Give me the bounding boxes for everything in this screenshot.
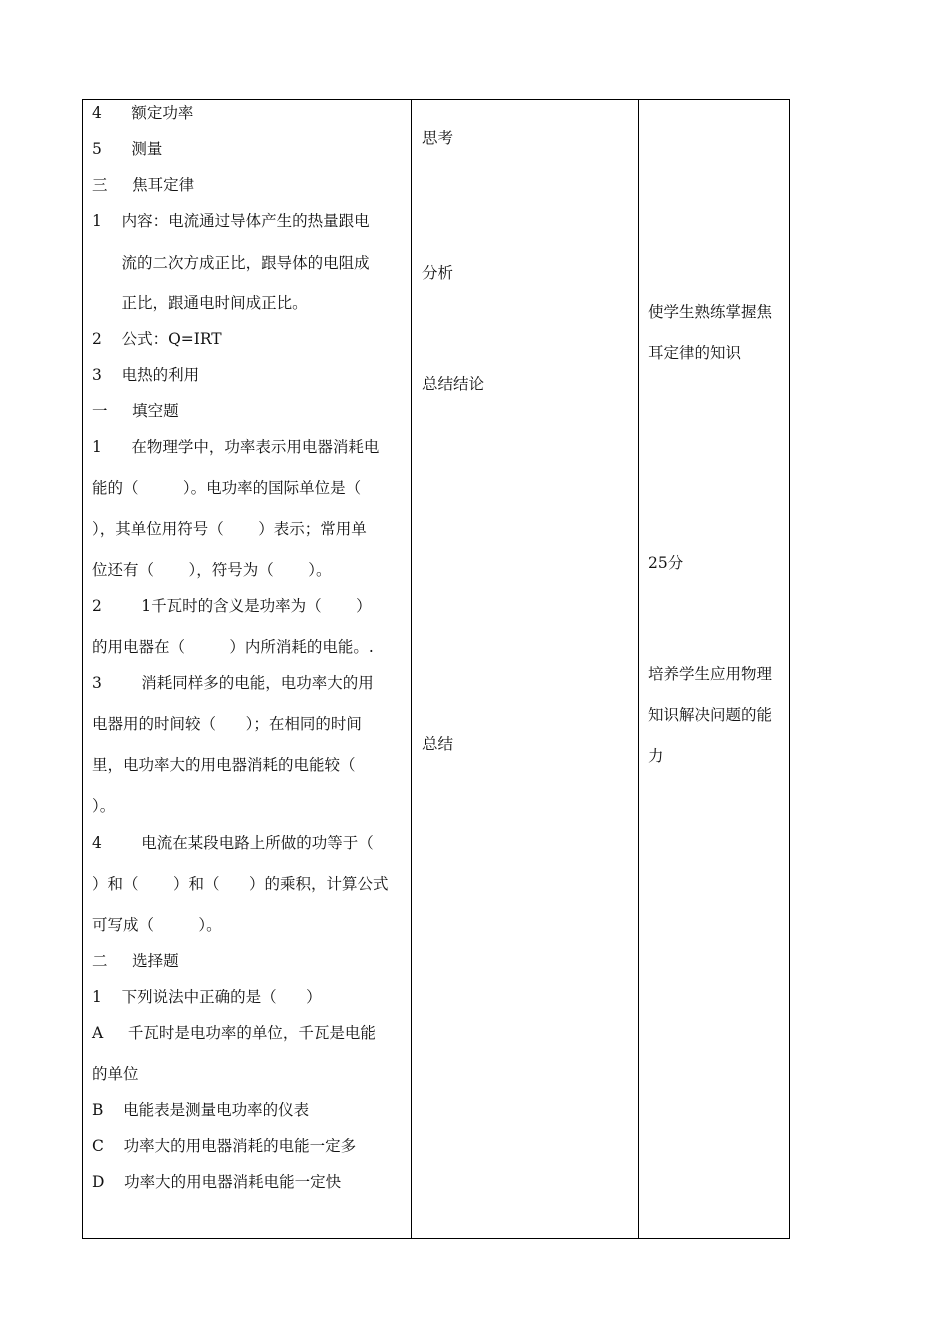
content-line: 2 公式：Q=IRT: [92, 330, 222, 348]
purpose-column: [648, 100, 788, 1238]
content-line: C 功率大的用电器消耗的电能一定多: [92, 1137, 357, 1155]
content-line: 3 消耗同样多的电能，电功率大的用: [92, 674, 374, 692]
content-line: 1 下列说法中正确的是（ ）: [92, 988, 322, 1006]
purpose-line: 培养学生应用物理: [648, 665, 773, 683]
content-line: 位还有（ ），符号为（ ）。: [92, 561, 332, 579]
activity-column: [422, 100, 637, 1238]
content-line: 三 焦耳定律: [92, 176, 195, 194]
purpose-line: 力: [648, 747, 664, 765]
content-column: [92, 100, 412, 1238]
column-divider: [638, 100, 639, 1238]
content-line: 的单位: [92, 1065, 139, 1083]
activity-label: 总结: [422, 735, 454, 753]
content-line: ）和（ ）和（ ）的乘积，计算公式: [92, 875, 389, 893]
content-line: 2 1千瓦时的含义是功率为（ ）: [92, 597, 372, 615]
purpose-line: 耳定律的知识: [648, 344, 742, 362]
content-line: 4 额定功率: [92, 104, 194, 122]
content-line: ）。: [92, 797, 116, 815]
content-line: 4 电流在某段电路上所做的功等于（: [92, 834, 374, 852]
time-allocation: 25分: [648, 554, 684, 572]
content-line: 一 填空题: [92, 402, 179, 420]
purpose-line: 知识解决问题的能: [648, 706, 773, 724]
content-line: A 千瓦时是电功率的单位，千瓦是电能: [92, 1024, 376, 1042]
content-line: 二 选择题: [92, 952, 179, 970]
content-line: 电器用的时间较（ ）；在相同的时间: [92, 715, 362, 733]
content-line: D 功率大的用电器消耗电能一定快: [92, 1173, 342, 1191]
content-line: 可写成（ ）。: [92, 916, 222, 934]
content-line: 1 在物理学中，功率表示用电器消耗电: [92, 438, 380, 456]
content-line: 流的二次方成正比，跟导体的电阻成: [92, 254, 370, 272]
activity-label: 总结结论: [422, 375, 485, 393]
content-line: 1 内容：电流通过导体产生的热量跟电: [92, 212, 370, 230]
content-line: 正比，跟通电时间成正比。: [92, 294, 308, 312]
content-line: 里，电功率大的用电器消耗的电能较（: [92, 756, 356, 774]
content-line: 的用电器在（ ）内所消耗的电能。.: [92, 638, 374, 656]
content-line: B 电能表是测量电功率的仪表: [92, 1101, 310, 1119]
lesson-plan-table: [82, 99, 790, 1239]
content-line: 5 测量: [92, 140, 163, 158]
activity-label: 思考: [422, 129, 454, 147]
content-line: 能的（ ）。电功率的国际单位是（: [92, 479, 362, 497]
purpose-line: 使学生熟练掌握焦: [648, 303, 773, 321]
content-line: ），其单位用符号（ ）表示；常用单: [92, 520, 367, 538]
activity-label: 分析: [422, 264, 454, 282]
content-line: 3 电热的利用: [92, 366, 200, 384]
